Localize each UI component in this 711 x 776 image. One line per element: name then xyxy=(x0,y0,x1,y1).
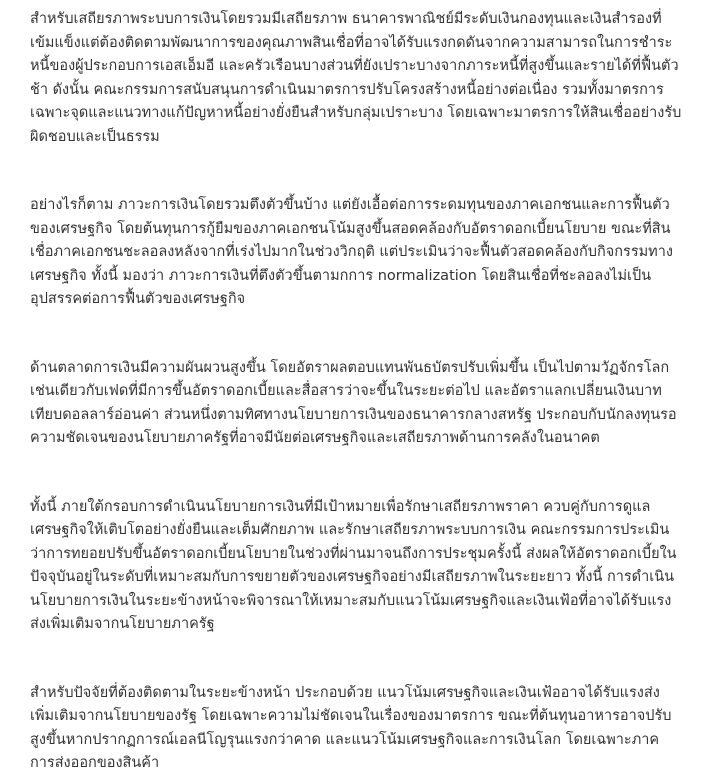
paragraph-risk-factors: สำหรับปัจจัยที่ต้องติดตามในระยะข้างหน้า ประกอบด้วย แนวโน้มเศรษฐกิจและเงินเฟ้ออาจได้รับแรงส่งเพิ่มเติมจากนโยบายของรัฐ โดยเฉพาะความไม่ชัดเจนในเรื่องของมาตรการ ขณะที่ต้นทุนอาหารอาจปรับสูงขึ้นหากปรากฏการณ์เอลนีโญรุนแรงกว่าคาด และแนวโน้มเศรษฐกิจและการเงินโลก โดยเฉพาะภาคการส่งออกของสินค้า xyxy=(30,684,672,771)
paragraph-monetary-policy: ทั้งนี้ ภายใต้กรอบการดำเนินนโยบายการเงินที่มีเป้าหมายเพื่อรักษาเสถียรภาพราคา ควบคู่กับการดูแลเศรษฐกิจให้เติบโตอย่างยั่งยืนและเต็มศักยภาพ และรักษาเสถียรภาพระบบการเงิน คณะกรรมการประเมินว่าการทยอยปรับขึ้นอัตราดอกเบี้ยนโยบายในช่วงที่ผ่านมาจนถึงการประชุมครั้งนี้ ส่งผลให้อัตราดอกเบี้ยในปัจจุบันอยู่ในระดับที่เหมาะสมกับการขยายตัวของเศรษฐกิจอย่างมีเสถียรภาพในระยะยาว ทั้งนี้ การดำเนินนโยบายการเงินในระยะข้างหน้าจะพิจารณาให้เหมาะสมกับแนวโน้มเศรษฐกิจและเงินเฟ้อที่อาจได้รับแรงส่งเพิ่มเติมจากนโยบายภาครัฐ xyxy=(30,498,677,632)
paragraph-financial-markets: ด้านตลาดการเงินมีความผันผวนสูงขึ้น โดยอัตราผลตอบแทนพันธบัตรปรับเพิ่มขึ้น เป็นไปตามวัฏจักรโลก เช่นเดียวกับเฟดที่มีการขึ้นอัตราดอกเบี้ยและสื่อสารว่าจะขึ้นในระยะต่อไป และอัตราแลกเปลี่ยนเงินบาทเทียบดอลลาร์อ่อนค่า ส่วนหนึ่งตามทิศทางนโยบายการเงินของธนาคารกลางสหรัฐ ประกอบกับนักลงทุนรอความชัดเจนของนโยบายภาครัฐที่อาจมีนัยต่อเศรษฐกิจและเสถียรภาพด้านการคลังในอนาคต xyxy=(30,359,677,446)
document-body xyxy=(30,8,682,776)
paragraph-financial-conditions: อย่างไรก็ตาม ภาวะการเงินโดยรวมตึงตัวขึ้นบ้าง แต่ยังเอื้อต่อการระดมทุนของภาคเอกชนและการฟื้นตัวของเศรษฐกิจ โดยต้นทุนการกู้ยืมของภาคเอกชนโน้มสูงขึ้นสอดคล้องกับอัตราดอกเบี้ยนโยบาย ขณะที่สินเชื่อภาคเอกชนชะลอลงหลังจากที่เร่งไปมากในช่วงวิกฤติ แต่ประเมินว่าจะฟื้นตัวสอดคล้องกับกิจกรรมทางเศรษฐกิจ ทั้งนี้ มองว่า ภาวะการเงินที่ตึงตัวขึ้นตามกการ normalization โดยสินเชื่อที่ชะลอลงไม่เป็นอุปสรรคต่อการฟื้นตัวของเศรษฐกิจ xyxy=(30,197,673,307)
paragraph-financial-stability: สำหรับเสถียรภาพระบบการเงินโดยรวมมีเสถียรภาพ ธนาคารพาณิชย์มีระดับเงินกองทุนและเงินสำรองที่เข้มแข็งแต่ต้องติดตามพัฒนาการของคุณภาพสินเชื่อที่อาจได้รับแรงกดดันจากความสามารถในการชำระหนี้ของผู้ประกอบการเอสเอ็มอี และครัวเรือนบางส่วนที่ยังเปราะบางจากภาระหนี้ที่สูงขึ้นและรายได้ที่ฟื้นตัวช้า ดังนั้น คณะกรรมการสนับสนุนการดำเนินมาตรการปรับโครงสร้างหนี้อย่างต่อเนื่อง รวมทั้งมาตรการเฉพาะจุดและแนวทางแก้ปัญหาหนี้อย่างยั่งยืนสำหรับกลุ่มเปราะบาง โดยเฉพาะมาตรการให้สินเชื่ออย่างรับผิดชอบและเป็นธรรม xyxy=(30,11,682,145)
